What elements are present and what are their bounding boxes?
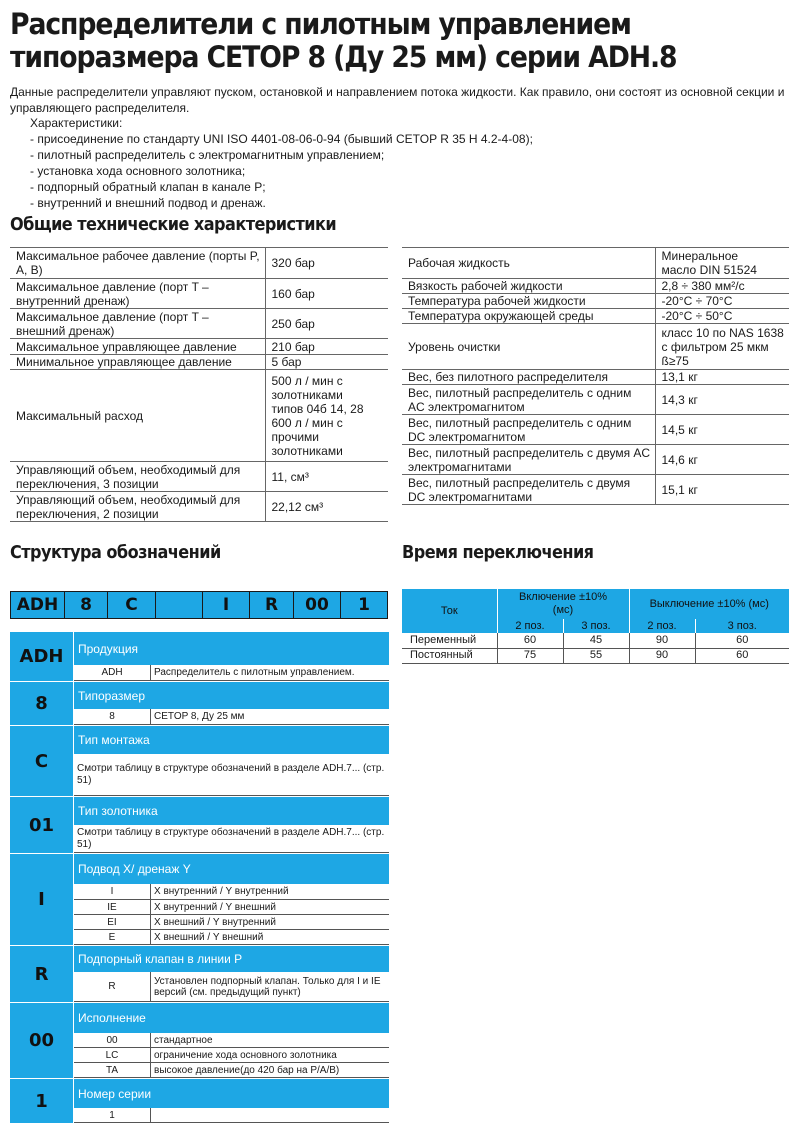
spec-row [402,415,789,445]
block-row [74,972,389,1002]
spec-label: Максимальное рабочее давление (порты P, A, B) [10,248,265,279]
spec-label: Максимальное давление (порт T – внутренний дренаж) [10,279,265,309]
block-row [74,1033,389,1048]
option-desc: ограничение хода основного золотника [154,1049,337,1061]
spec-value: 5 бар [265,355,388,370]
table-cell: 60 [695,633,789,648]
title-line-1: Распределители с пилотным управлением [10,7,631,41]
table-row [402,633,789,648]
block-code: R [10,946,74,1002]
option-key: E [74,930,151,944]
row-label: Постоянный [402,648,497,663]
switching-header-row [402,589,789,619]
spec-row [10,370,388,462]
option-key: TA [74,1063,151,1077]
option-desc: стандартное [154,1034,213,1046]
spec-label: Температура рабочей жидкости [402,294,655,309]
characteristics-list [30,115,533,211]
designation-block-spool [10,797,389,854]
option-desc: Установлен подпорный клапан. Только для I и IE версий (см. предыдущий пункт) [154,975,381,998]
table-cell: 90 [629,648,695,663]
table-cell: 45 [563,633,629,648]
option-desc: X внешний / Y внутренний [154,916,276,928]
designation-code-bar [10,591,388,619]
block-code: 01 [10,797,74,853]
spec-row [402,385,789,415]
table-cell: 75 [497,648,563,663]
spec-label: Максимальное давление (порт T – внешний дренаж) [10,309,265,339]
block-title: Продукция [74,632,389,665]
designation-block-product [10,632,389,682]
block-code: 1 [10,1079,74,1123]
spec-label: Вес, пилотный распределитель с двумя DC электромагнитами [402,475,655,505]
code-cell: R [250,591,294,619]
subheader-cell: 2 поз. [497,619,563,633]
table-row [402,648,789,663]
spec-value: 13,1 кг [655,370,789,385]
spec-value: 15,1 кг [655,475,789,505]
spec-row [402,309,789,324]
spec-value: 22,12 см³ [265,492,388,522]
code-cell: C [108,591,156,619]
spec-label: Рабочая жидкость [402,248,655,279]
option-key: ADH [74,665,151,680]
spec-value: -20°C ÷ 50°C [655,309,789,324]
spec-label: Минимальное управляющее давление [10,355,265,370]
table-cell: 60 [497,633,563,648]
spec-table-right [402,247,789,505]
option-desc [151,1108,389,1122]
spec-value: Минеральное масло DIN 51524 [655,248,789,279]
option-key: 8 [74,709,151,724]
characteristic-item: - внутренний и внешний подвод и дренаж. [30,196,266,210]
spec-row [10,492,388,522]
spec-row [402,279,789,294]
spec-value: 210 бар [265,339,388,355]
spec-row [10,339,388,355]
spec-label: Температура окружающей среды [402,309,655,324]
option-key: R [74,972,151,1001]
spec-value: 14,6 кг [655,445,789,475]
spec-label: Максимальный расход [10,370,265,462]
spec-label: Вязкость рабочей жидкости [402,279,655,294]
block-note: Смотри таблицу в структуре обозначений в разделе ADH.7... (стр. 51) [74,754,389,796]
designation-heading: Структура обозначений [10,543,221,563]
characteristic-item: - установка хода основного золотника; [30,164,246,178]
spec-row [402,370,789,385]
spec-label: Управляющий объем, необходимый для переключения, 3 позиции [10,462,265,492]
block-code: I [10,854,74,945]
option-desc: Распределитель с пилотным управлением. [154,667,355,678]
code-cell: 00 [294,591,341,619]
spec-row [10,279,388,309]
intro-text: Данные распределители управляют пуском, остановкой и направлением потока жидкости. Как правило, они состоят из основной секции и управляющего распределителя. [10,85,785,115]
spec-value: 320 бар [265,248,388,279]
title-line-2: типоразмера CETOP 8 (Ду 25 мм) серии ADH.8 [10,40,677,74]
option-desc: CETOP 8, Ду 25 мм [154,711,245,722]
option-key: 1 [74,1108,151,1122]
block-code: 8 [10,682,74,725]
spec-row [10,355,388,370]
block-row [74,1063,389,1078]
designation-block-pilot-drain [10,854,389,946]
option-desc: X внутренний / Y внутренний [154,886,289,897]
switching-heading: Время переключения [402,543,594,563]
characteristic-item: - пилотный распределитель с электромагнитным управлением; [30,148,385,162]
designation-block-mounting [10,726,389,797]
code-cell: I [203,591,250,619]
spec-value: 11, см³ [265,462,388,492]
spec-row [402,475,789,505]
option-key: 00 [74,1033,151,1047]
subheader-cell: 2 поз. [629,619,695,633]
spec-label: Уровень очистки [402,324,655,370]
block-row [74,1108,389,1123]
spec-row [10,462,388,492]
spec-row [402,294,789,309]
spec-row [402,324,789,370]
designation-block-version [10,1003,389,1079]
header-off: Выключение ±10% (мс) [629,589,789,619]
switching-time-table [402,589,789,664]
table-cell: 55 [563,648,629,663]
code-cell [156,591,203,619]
spec-table-left [10,247,388,522]
option-key: EI [74,915,151,929]
page-title [10,8,728,74]
header-on: Включение ±10% (мс) [497,589,629,619]
code-cell: ADH [10,591,65,619]
code-cell: 1 [341,591,388,619]
block-title: Тип монтажа [74,726,389,754]
option-key: I [74,884,151,899]
characteristic-item: - присоединение по стандарту UNI ISO 4401-08-06-0-94 (бывший CETOP R 35 H 4.2-4-08); [30,132,533,146]
spec-row [402,248,789,279]
block-code: 00 [10,1003,74,1078]
option-key: IE [74,900,151,914]
block-row [74,665,389,681]
spec-label: Вес, пилотный распределитель с одним DC электромагнитом [402,415,655,445]
block-row [74,900,389,915]
spec-value: класс 10 по NAS 1638 с фильтром 25 мкм ß≥75 [655,324,789,370]
designation-block-size [10,682,389,726]
block-title: Номер серии [74,1079,389,1108]
characteristics-heading: Характеристики: [30,116,123,130]
block-title: Подвод X/ дренаж Y [74,854,389,884]
spec-label: Вес, без пилотного распределителя [402,370,655,385]
option-desc: X внешний / Y внешний [154,931,264,943]
spec-value: 14,3 кг [655,385,789,415]
subheader-cell: 3 поз. [563,619,629,633]
block-title: Тип золотника [74,797,389,825]
spec-value: 2,8 ÷ 380 мм²/с [655,279,789,294]
spec-value: -20°C ÷ 70°C [655,294,789,309]
option-desc: X внутренний / Y внешний [154,901,276,913]
block-note: Смотри таблицу в структуре обозначений в разделе ADH.7... (стр. 51) [74,825,389,853]
table-cell: 60 [695,648,789,663]
block-title: Подпорный клапан в линии P [74,946,389,972]
spec-row [402,445,789,475]
spec-label: Вес, пилотный распределитель с двумя AC электромагнитами [402,445,655,475]
characteristic-item: - подпорный обратный клапан в канале P; [30,180,266,194]
spec-row [10,248,388,279]
code-cell: 8 [65,591,108,619]
designation-block-check-valve [10,946,389,1003]
general-heading: Общие технические характеристики [10,215,337,235]
row-label: Переменный [402,633,497,648]
block-row [74,1048,389,1063]
block-title: Типоразмер [74,682,389,709]
table-cell: 90 [629,633,695,648]
block-code: C [10,726,74,796]
spec-row [10,309,388,339]
designation-structure [10,632,389,1123]
block-code: ADH [10,632,74,681]
spec-label: Управляющий объем, необходимый для переключения, 2 позиции [10,492,265,522]
option-key: LC [74,1048,151,1062]
spec-value: 160 бар [265,279,388,309]
designation-block-series [10,1079,389,1123]
block-title: Исполнение [74,1003,389,1033]
block-row [74,930,389,945]
spec-value: 500 л / мин с золотниками типов 04б 14, 28 600 л / мин с прочими золотниками [265,370,388,462]
spec-label: Вес, пилотный распределитель с одним AC электромагнитом [402,385,655,415]
spec-label: Максимальное управляющее давление [10,339,265,355]
spec-value: 14,5 кг [655,415,789,445]
block-row [74,709,389,725]
block-row [74,884,389,900]
option-desc: высокое давление(до 420 бар на P/A/B) [154,1064,340,1076]
subheader-cell: 3 поз. [695,619,789,633]
block-row [74,915,389,930]
header-current: Ток [402,589,497,633]
spec-value: 250 бар [265,309,388,339]
